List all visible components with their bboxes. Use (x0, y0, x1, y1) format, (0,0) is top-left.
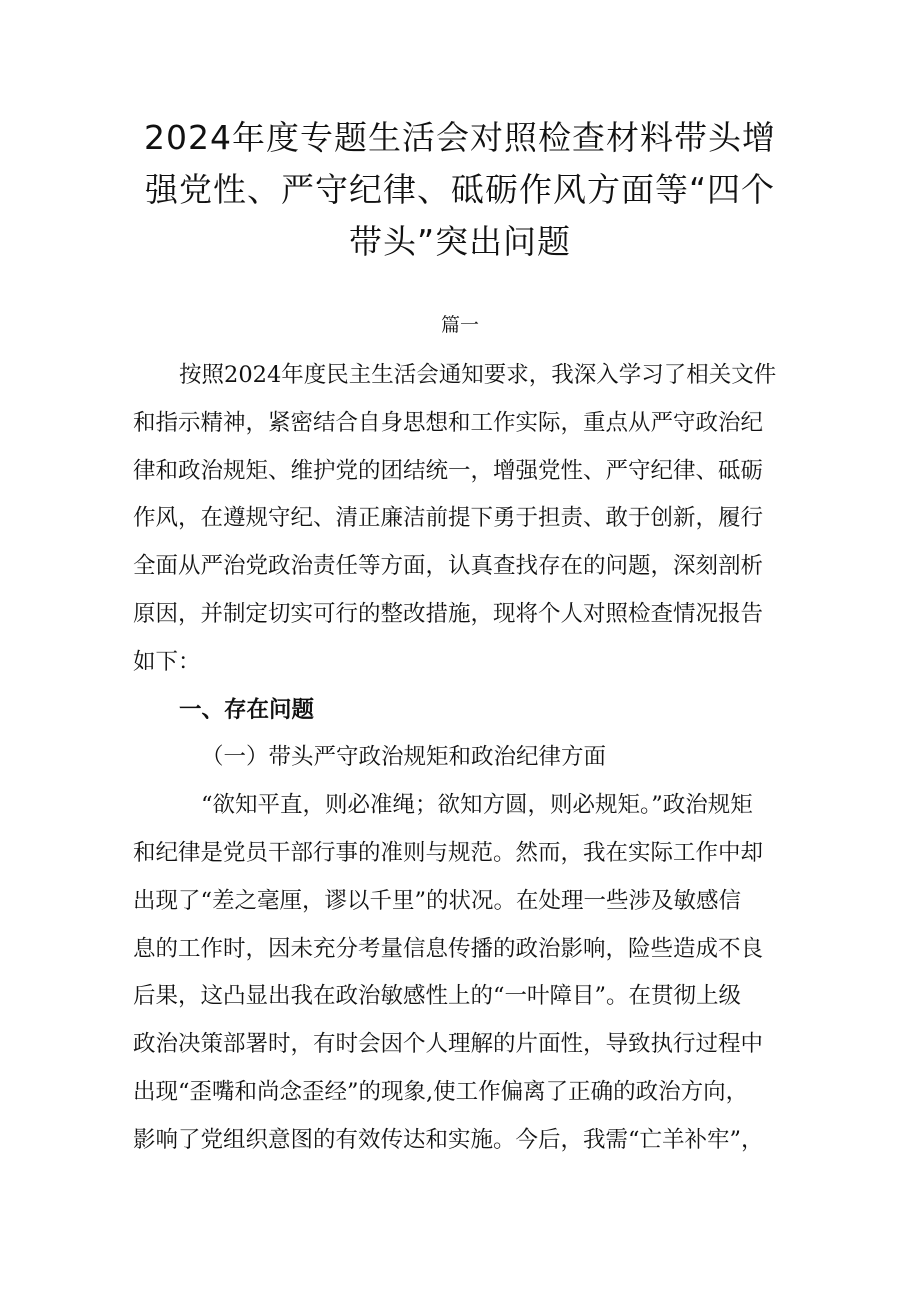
document-subtitle: 篇一 (440, 314, 479, 336)
document-title (120, 112, 800, 268)
body-line: 出现了“差之毫厘，谬以千里”的状况。在处理一些涉及敏感信 (133, 887, 742, 914)
subsection-heading: （一）带头严守政治规矩和政治纪律方面 (201, 744, 607, 771)
body-line: 后果，这凸显出我在政治敏感性上的“一叶障目”。在贯彻上级 (133, 983, 742, 1010)
intro-line: 作风，在遵规守纪、清正廉洁前提下勇于担责、敢于创新，履行 (133, 505, 764, 532)
body-line: “欲知平直，则必准绳；欲知方圆，则必规矩。”政治规矩 (201, 792, 753, 819)
intro-line: 全面从严治党政治责任等方面，认真查找存在的问题，深刻剖析 (133, 553, 764, 580)
title-line-3: 带头”突出问题 (348, 222, 572, 261)
body-line: 影响了党组织意图的有效传达和实施。今后，我需“亡羊补牢”， (133, 1126, 764, 1153)
body-line: 息的工作时，因未充分考量信息传播的政治影响，险些造成不良 (133, 935, 764, 962)
intro-line: 和指示精神，紧密结合自身思想和工作实际，重点从严守政治纪 (133, 409, 764, 436)
intro-line: 如下： (133, 648, 201, 675)
section-heading: 一、存在问题 (179, 696, 315, 723)
title-line-1: 2024年度专题生活会对照检查材料带头增 (144, 118, 776, 157)
intro-line: 原因，并制定切实可行的整改措施，现将个人对照检查情况报告 (133, 600, 764, 627)
intro-line: 按照2024年度民主生活会通知要求，我深入学习了相关文件 (179, 362, 777, 388)
title-line-2: 强党性、严守纪律、砥砺作风方面等“四个 (144, 170, 776, 209)
body-line: 和纪律是党员干部行事的准则与规范。然而，我在实际工作中却 (133, 839, 764, 866)
document-body (133, 352, 793, 1165)
body-line: 政治决策部署时，有时会因个人理解的片面性，导致执行过程中 (133, 1031, 764, 1058)
body-line: 出现“歪嘴和尚念歪经”的现象,使工作偏离了正确的政治方向， (133, 1078, 749, 1105)
intro-line: 律和政治规矩、维护党的团结统一，增强党性、严守纪律、砥砺 (133, 457, 764, 484)
